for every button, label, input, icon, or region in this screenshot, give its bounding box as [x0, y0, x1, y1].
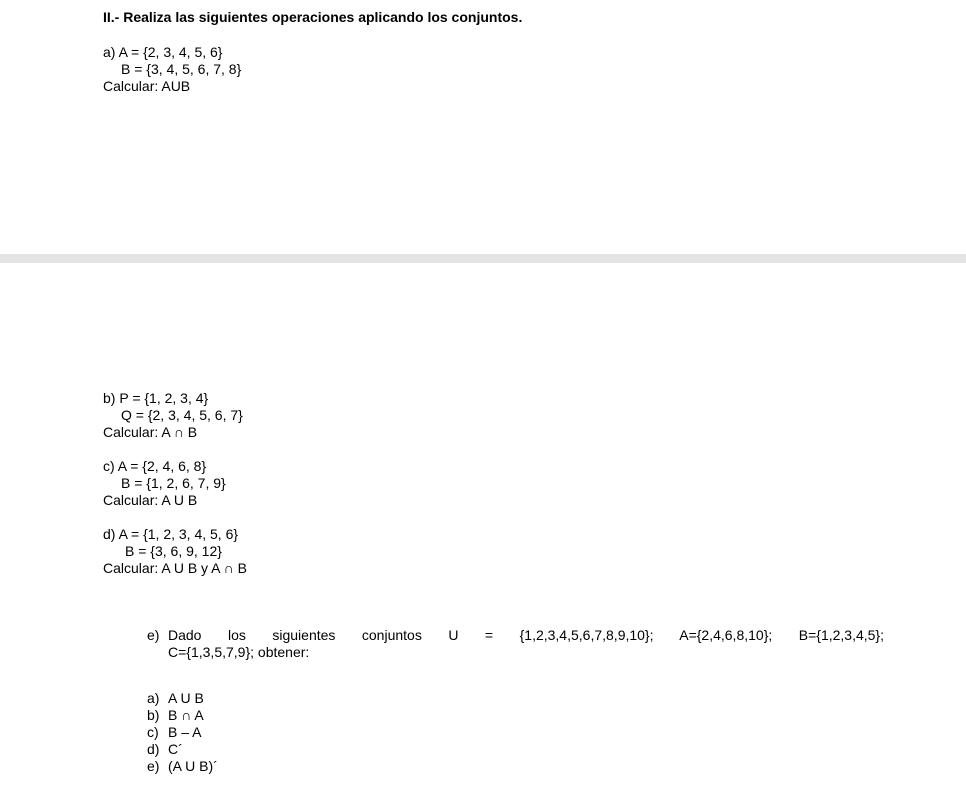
document-page-1 [0, 0, 966, 254]
list-item: B – A [168, 724, 202, 740]
exercise-e-statement: Dado los siguientes conjuntos U = {1,2,3,4,5,6,7,8,9,10}; A={2,4,6,8,10}; B={1,2,3,4,5}; [168, 627, 884, 643]
list-item: B ∩ A [168, 707, 204, 723]
list-item-label: a) [147, 690, 160, 706]
exercise-b-set-p: b) P = {1, 2, 3, 4} [103, 390, 209, 406]
exercise-d-set-a: d) A = {1, 2, 3, 4, 5, 6} [103, 526, 239, 542]
list-item-label: b) [147, 707, 160, 723]
list-item: (A U B)´ [168, 758, 218, 774]
exercise-e-statement-cont: C={1,3,5,7,9}; obtener: [168, 644, 310, 660]
exercise-c-calc: Calcular: A U B [103, 492, 198, 508]
exercise-d-calc: Calcular: A U B y A ∩ B [103, 560, 247, 576]
exercise-b-set-q: Q = {2, 3, 4, 5, 6, 7} [121, 407, 243, 423]
list-item: A U B [168, 690, 204, 706]
exercise-a-set-a: a) A = {2, 3, 4, 5, 6} [103, 44, 223, 60]
exercise-e-label: e) [147, 627, 160, 643]
exercise-d-set-b: B = {3, 6, 9, 12} [125, 543, 222, 559]
exercise-a-set-b: B = {3, 4, 5, 6, 7, 8} [121, 61, 242, 77]
exercise-c-set-b: B = {1, 2, 6, 7, 9} [121, 475, 226, 491]
list-item-label: d) [147, 741, 160, 757]
page-separator [0, 254, 966, 263]
exercise-a-calc: Calcular: AUB [103, 78, 191, 94]
list-item-label: c) [147, 724, 159, 740]
exercise-b-calc: Calcular: A ∩ B [103, 424, 198, 440]
exercise-c-set-a: c) A = {2, 4, 6, 8} [103, 458, 207, 474]
document-page-2 [0, 263, 966, 805]
list-item: C´ [168, 741, 183, 757]
list-item-label: e) [147, 758, 160, 774]
section-title: II.- Realiza las siguientes operaciones aplicando los conjuntos. [103, 9, 523, 25]
